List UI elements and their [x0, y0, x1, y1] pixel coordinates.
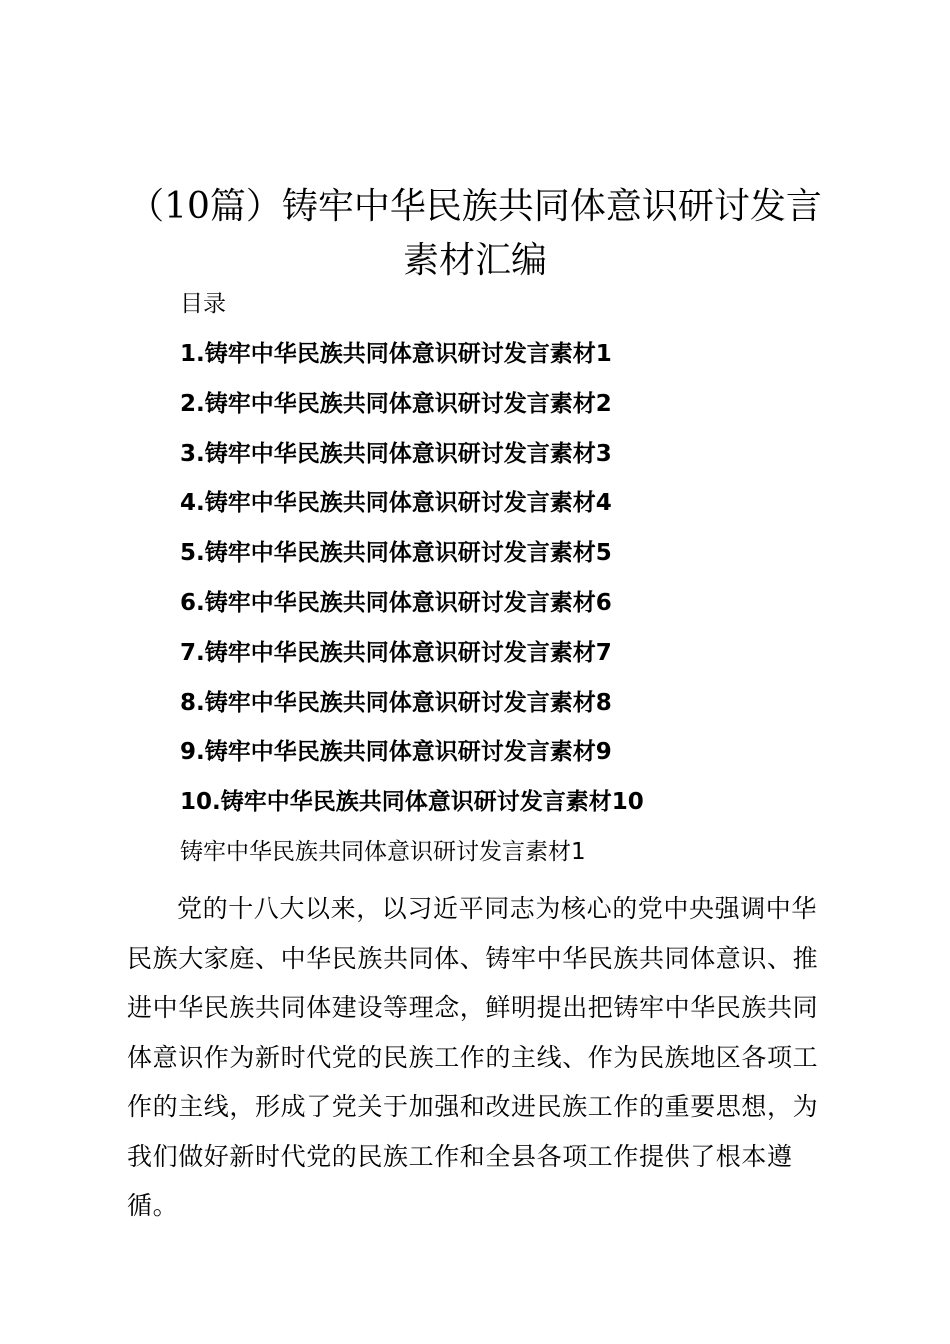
toc-item: 9.铸牢中华民族共同体意识研讨发言素材9 [180, 739, 612, 766]
document-title: （10篇）铸牢中华民族共同体意识研讨发言素材汇编 [128, 186, 822, 281]
toc-item: 7.铸牢中华民族共同体意识研讨发言素材7 [180, 639, 612, 666]
table-of-contents [180, 336, 644, 834]
section-title: 铸牢中华民族共同体意识研讨发言素材1 [180, 839, 586, 865]
toc-item: 8.铸牢中华民族共同体意识研讨发言素材8 [180, 689, 612, 716]
toc-item: 3.铸牢中华民族共同体意识研讨发言素材3 [180, 440, 612, 467]
toc-item: 1.铸牢中华民族共同体意识研讨发言素材1 [180, 341, 612, 367]
toc-heading: 目录 [180, 291, 226, 317]
toc-item: 5.铸牢中华民族共同体意识研讨发言素材5 [180, 540, 612, 567]
toc-item: 6.铸牢中华民族共同体意识研讨发言素材6 [180, 589, 612, 616]
toc-item: 10.铸牢中华民族共同体意识研讨发言素材10 [180, 789, 644, 816]
toc-item: 4.铸牢中华民族共同体意识研讨发言素材4 [180, 490, 612, 517]
toc-item: 2.铸牢中华民族共同体意识研讨发言素材2 [180, 390, 612, 417]
body-paragraph: 党的十八大以来，以习近平同志为核心的党中央强调中华民族大家庭、中华民族共同体、铸牢中华民族共同体意识、推进中华民族共同体建设等理念，鲜明提出把铸牢中华民族共同体意识作为新时代党的民族工作的主线、作为民族地区各项工作的主线，形成了党关于加强和改进民族工作的重要思想，为我们做好新时代党的民族工作和全县各项工作提供了根本遵循。 [127, 894, 819, 1220]
